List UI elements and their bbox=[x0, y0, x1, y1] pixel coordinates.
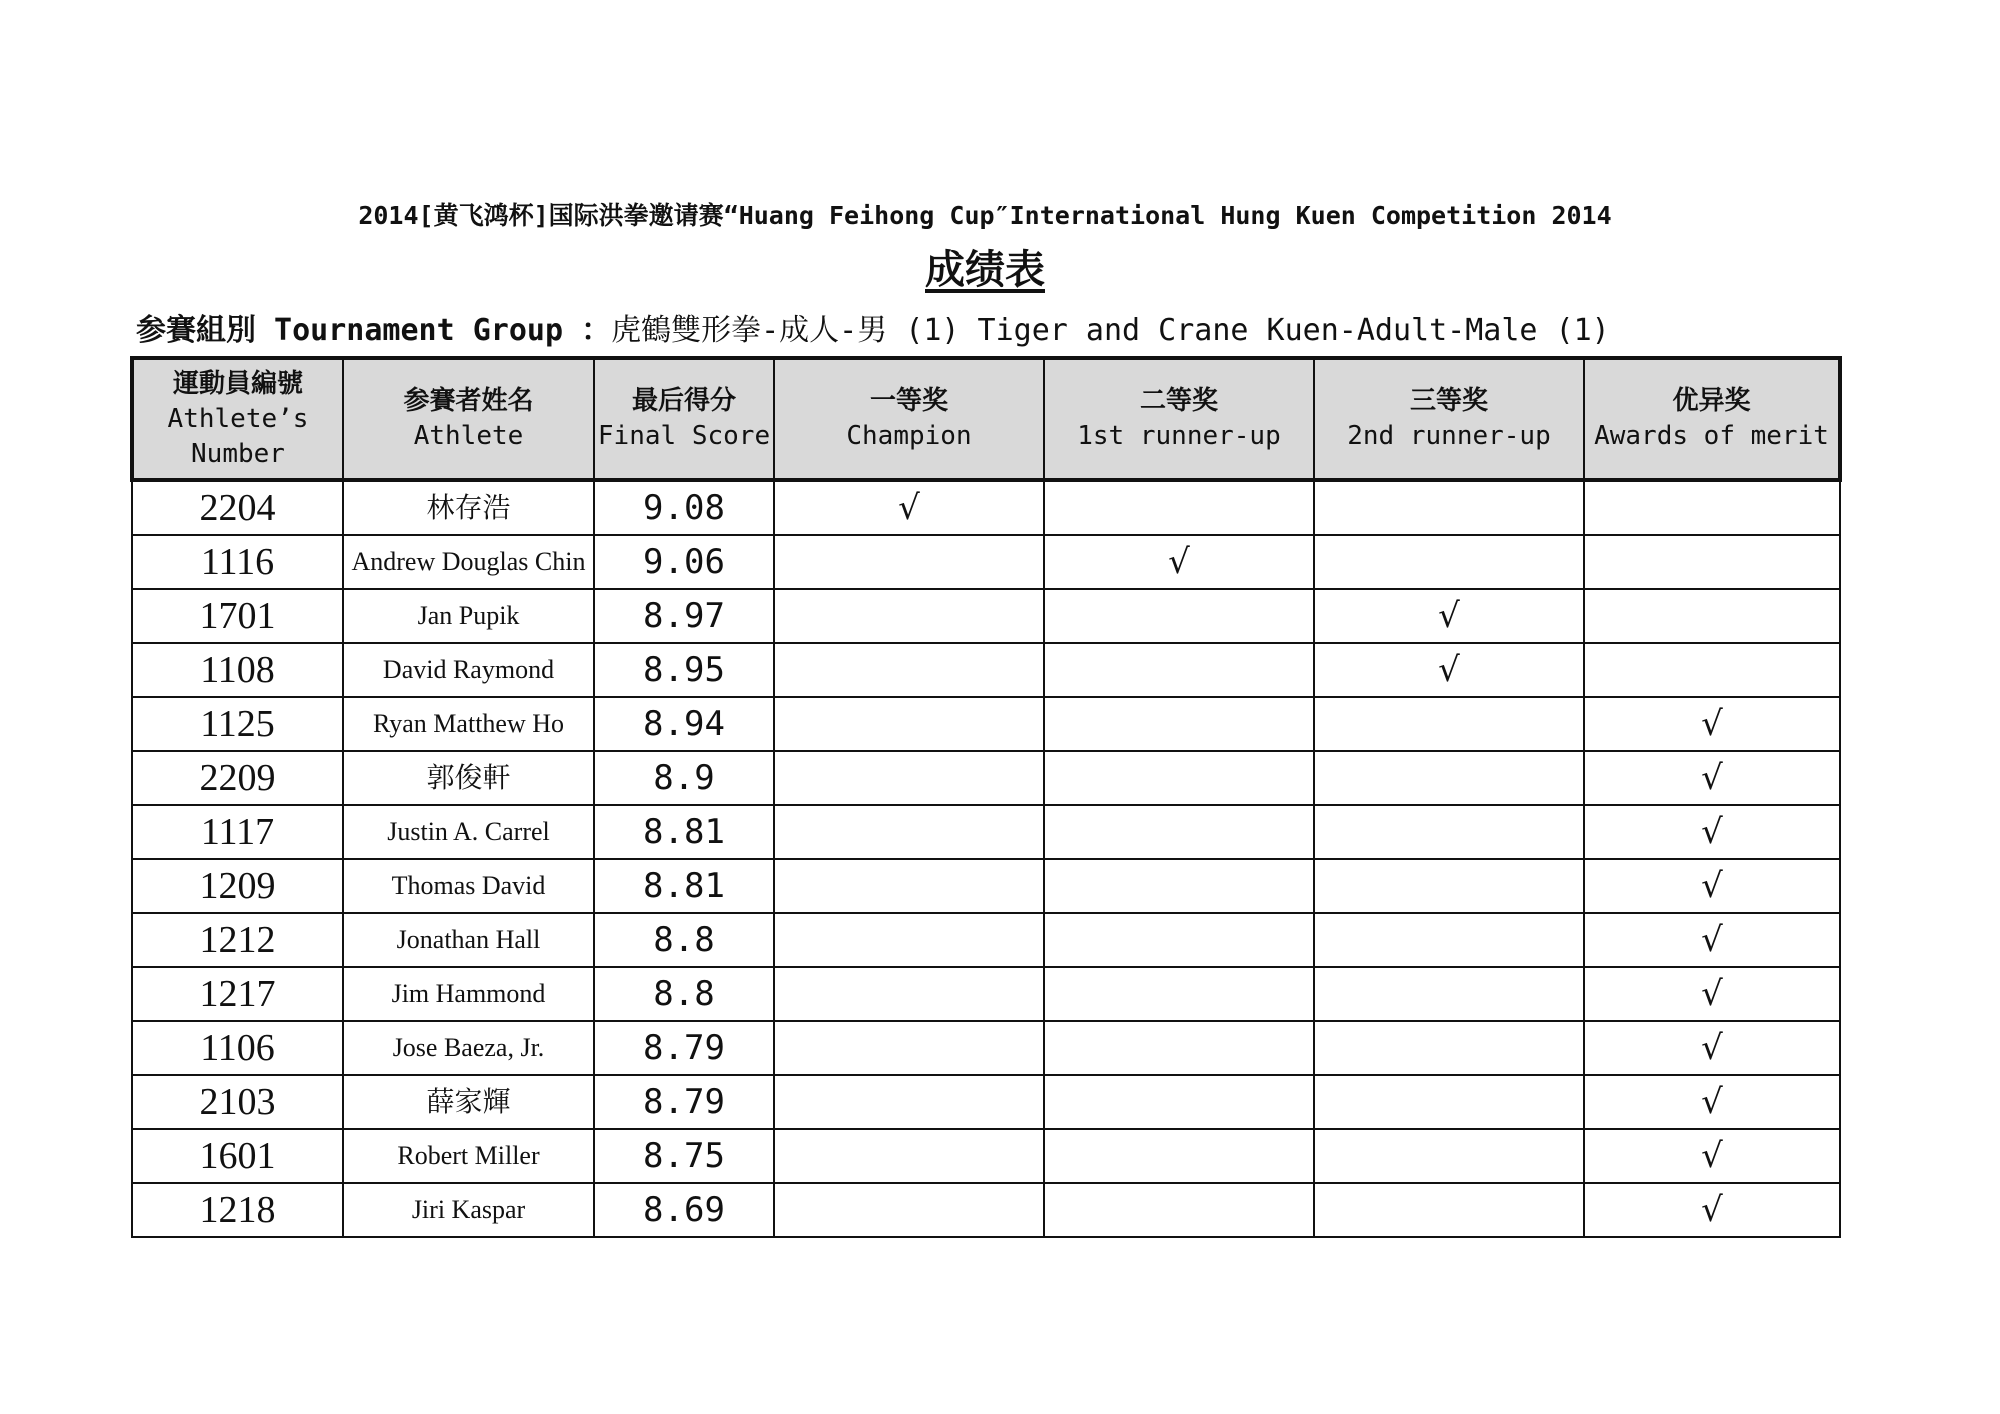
award-cell-merit bbox=[1584, 913, 1840, 967]
final-score-cell: 8.97 bbox=[594, 589, 774, 643]
athlete-name-cell: Jim Hammond bbox=[343, 967, 594, 1021]
athlete-name-cell: Jonathan Hall bbox=[343, 913, 594, 967]
check-mark-icon: √ bbox=[1701, 1082, 1723, 1122]
check-mark-icon: √ bbox=[1701, 758, 1723, 798]
award-cell-first-runner-up bbox=[1044, 1183, 1314, 1237]
athlete-name-cell: Robert Miller bbox=[343, 1129, 594, 1183]
header-awards-of-merit: 优异奖 Awards of merit bbox=[1584, 358, 1840, 480]
check-mark-icon: √ bbox=[1701, 974, 1723, 1014]
athlete-name-cell: Jan Pupik bbox=[343, 589, 594, 643]
athlete-number-cell: 2204 bbox=[132, 480, 343, 535]
award-cell-champion bbox=[774, 859, 1044, 913]
header-champion: 一等奖 Champion bbox=[774, 358, 1044, 480]
check-mark-icon: √ bbox=[898, 488, 920, 528]
athlete-number-cell: 1217 bbox=[132, 967, 343, 1021]
award-cell-second-runner-up bbox=[1314, 967, 1584, 1021]
final-score-cell: 8.94 bbox=[594, 697, 774, 751]
athlete-number-cell: 1218 bbox=[132, 1183, 343, 1237]
award-cell-champion bbox=[774, 913, 1044, 967]
athlete-name-cell: Jiri Kaspar bbox=[343, 1183, 594, 1237]
award-cell-champion bbox=[774, 643, 1044, 697]
award-cell-second-runner-up bbox=[1314, 805, 1584, 859]
athlete-name-cell: 林存浩 bbox=[343, 480, 594, 535]
athlete-number-cell: 1209 bbox=[132, 859, 343, 913]
check-mark-icon: √ bbox=[1701, 866, 1723, 906]
table-row bbox=[132, 913, 1840, 967]
award-cell-champion bbox=[774, 967, 1044, 1021]
final-score-cell: 8.81 bbox=[594, 859, 774, 913]
award-cell-merit bbox=[1584, 589, 1840, 643]
award-cell-first-runner-up bbox=[1044, 643, 1314, 697]
award-cell-first-runner-up bbox=[1044, 1075, 1314, 1129]
award-cell-first-runner-up bbox=[1044, 480, 1314, 535]
award-cell-second-runner-up bbox=[1314, 535, 1584, 589]
table-row bbox=[132, 859, 1840, 913]
header-athlete: 参賽者姓名 Athlete bbox=[343, 358, 594, 480]
athlete-number-cell: 1212 bbox=[132, 913, 343, 967]
award-cell-second-runner-up bbox=[1314, 697, 1584, 751]
athlete-name-cell: Justin A. Carrel bbox=[343, 805, 594, 859]
award-cell-merit bbox=[1584, 697, 1840, 751]
competition-title: 2014[黄飞鸿杯]国际洪拳邀请赛“Huang Feihong Cup″International Hung Kuen Competition 2014 bbox=[358, 201, 1612, 230]
check-mark-icon: √ bbox=[1701, 1136, 1723, 1176]
check-mark-icon: √ bbox=[1701, 1190, 1723, 1230]
award-cell-champion bbox=[774, 1075, 1044, 1129]
final-score-cell: 8.8 bbox=[594, 967, 774, 1021]
table-row bbox=[132, 1075, 1840, 1129]
final-score-cell: 8.9 bbox=[594, 751, 774, 805]
award-cell-champion bbox=[774, 1183, 1044, 1237]
table-row bbox=[132, 697, 1840, 751]
results-table bbox=[130, 356, 1842, 1238]
table-header-row bbox=[132, 358, 1840, 480]
award-cell-first-runner-up bbox=[1044, 1021, 1314, 1075]
award-cell-merit bbox=[1584, 1075, 1840, 1129]
award-cell-champion bbox=[774, 1129, 1044, 1183]
table-row bbox=[132, 589, 1840, 643]
table-row bbox=[132, 967, 1840, 1021]
table-row bbox=[132, 535, 1840, 589]
results-subtitle: 成绩表 bbox=[925, 247, 1045, 293]
award-cell-merit bbox=[1584, 859, 1840, 913]
award-cell-second-runner-up bbox=[1314, 589, 1584, 643]
award-cell-second-runner-up bbox=[1314, 1075, 1584, 1129]
award-cell-champion bbox=[774, 805, 1044, 859]
athlete-name-cell: Andrew Douglas Chin bbox=[343, 535, 594, 589]
final-score-cell: 8.69 bbox=[594, 1183, 774, 1237]
final-score-cell: 9.06 bbox=[594, 535, 774, 589]
award-cell-second-runner-up bbox=[1314, 1129, 1584, 1183]
award-cell-merit bbox=[1584, 643, 1840, 697]
award-cell-first-runner-up bbox=[1044, 751, 1314, 805]
award-cell-champion bbox=[774, 535, 1044, 589]
athlete-name-cell: 郭俊軒 bbox=[343, 751, 594, 805]
athlete-name-cell: Ryan Matthew Ho bbox=[343, 697, 594, 751]
award-cell-second-runner-up bbox=[1314, 1183, 1584, 1237]
check-mark-icon: √ bbox=[1701, 812, 1723, 852]
table-row bbox=[132, 1021, 1840, 1075]
header-first-runner-up: 二等奖 1st runner-up bbox=[1044, 358, 1314, 480]
tournament-group-value: 虎鶴雙形拳-成人-男 (1) Tiger and Crane Kuen-Adult-Male (1) bbox=[611, 313, 1610, 348]
award-cell-first-runner-up bbox=[1044, 1129, 1314, 1183]
award-cell-first-runner-up bbox=[1044, 805, 1314, 859]
award-cell-merit bbox=[1584, 1129, 1840, 1183]
final-score-cell: 8.81 bbox=[594, 805, 774, 859]
award-cell-champion bbox=[774, 697, 1044, 751]
final-score-cell: 8.8 bbox=[594, 913, 774, 967]
final-score-cell: 8.75 bbox=[594, 1129, 774, 1183]
athlete-name-cell: 薛家輝 bbox=[343, 1075, 594, 1129]
header-second-runner-up: 三等奖 2nd runner-up bbox=[1314, 358, 1584, 480]
award-cell-second-runner-up bbox=[1314, 480, 1584, 535]
table-row bbox=[132, 751, 1840, 805]
award-cell-merit bbox=[1584, 1183, 1840, 1237]
athlete-number-cell: 1117 bbox=[132, 805, 343, 859]
final-score-cell: 8.95 bbox=[594, 643, 774, 697]
table-row bbox=[132, 805, 1840, 859]
check-mark-icon: √ bbox=[1701, 1028, 1723, 1068]
award-cell-merit bbox=[1584, 805, 1840, 859]
award-cell-champion bbox=[774, 1021, 1044, 1075]
header-final-score: 最后得分 Final Score bbox=[594, 358, 774, 480]
award-cell-merit bbox=[1584, 535, 1840, 589]
award-cell-first-runner-up bbox=[1044, 535, 1314, 589]
athlete-name-cell: David Raymond bbox=[343, 643, 594, 697]
award-cell-first-runner-up bbox=[1044, 859, 1314, 913]
results-body bbox=[132, 480, 1840, 1237]
award-cell-champion bbox=[774, 751, 1044, 805]
award-cell-merit bbox=[1584, 967, 1840, 1021]
table-row bbox=[132, 643, 1840, 697]
athlete-number-cell: 1106 bbox=[132, 1021, 343, 1075]
check-mark-icon: √ bbox=[1438, 650, 1460, 690]
award-cell-merit bbox=[1584, 751, 1840, 805]
table-row bbox=[132, 1183, 1840, 1237]
tournament-group-line bbox=[136, 305, 1610, 349]
athlete-number-cell: 2209 bbox=[132, 751, 343, 805]
award-cell-second-runner-up bbox=[1314, 913, 1584, 967]
award-cell-second-runner-up bbox=[1314, 1021, 1584, 1075]
award-cell-merit bbox=[1584, 1021, 1840, 1075]
athlete-number-cell: 1116 bbox=[132, 535, 343, 589]
award-cell-champion bbox=[774, 480, 1044, 535]
check-mark-icon: √ bbox=[1701, 920, 1723, 960]
award-cell-champion bbox=[774, 589, 1044, 643]
athlete-number-cell: 1701 bbox=[132, 589, 343, 643]
athlete-number-cell: 1601 bbox=[132, 1129, 343, 1183]
award-cell-first-runner-up bbox=[1044, 913, 1314, 967]
final-score-cell: 8.79 bbox=[594, 1075, 774, 1129]
athlete-number-cell: 2103 bbox=[132, 1075, 343, 1129]
award-cell-second-runner-up bbox=[1314, 859, 1584, 913]
award-cell-second-runner-up bbox=[1314, 751, 1584, 805]
athlete-number-cell: 1125 bbox=[132, 697, 343, 751]
final-score-cell: 9.08 bbox=[594, 480, 774, 535]
check-mark-icon: √ bbox=[1168, 542, 1190, 582]
check-mark-icon: √ bbox=[1701, 704, 1723, 744]
check-mark-icon: √ bbox=[1438, 596, 1460, 636]
award-cell-first-runner-up bbox=[1044, 967, 1314, 1021]
tournament-group-label: 参賽組別 Tournament Group ： bbox=[136, 313, 612, 348]
award-cell-second-runner-up bbox=[1314, 643, 1584, 697]
athlete-number-cell: 1108 bbox=[132, 643, 343, 697]
table-row bbox=[132, 480, 1840, 535]
athlete-name-cell: Jose Baeza, Jr. bbox=[343, 1021, 594, 1075]
award-cell-merit bbox=[1584, 480, 1840, 535]
table-row bbox=[132, 1129, 1840, 1183]
final-score-cell: 8.79 bbox=[594, 1021, 774, 1075]
athlete-name-cell: Thomas David bbox=[343, 859, 594, 913]
award-cell-first-runner-up bbox=[1044, 697, 1314, 751]
header-athlete-number: 運動員編號 Athlete’s Number bbox=[132, 358, 343, 480]
award-cell-first-runner-up bbox=[1044, 589, 1314, 643]
